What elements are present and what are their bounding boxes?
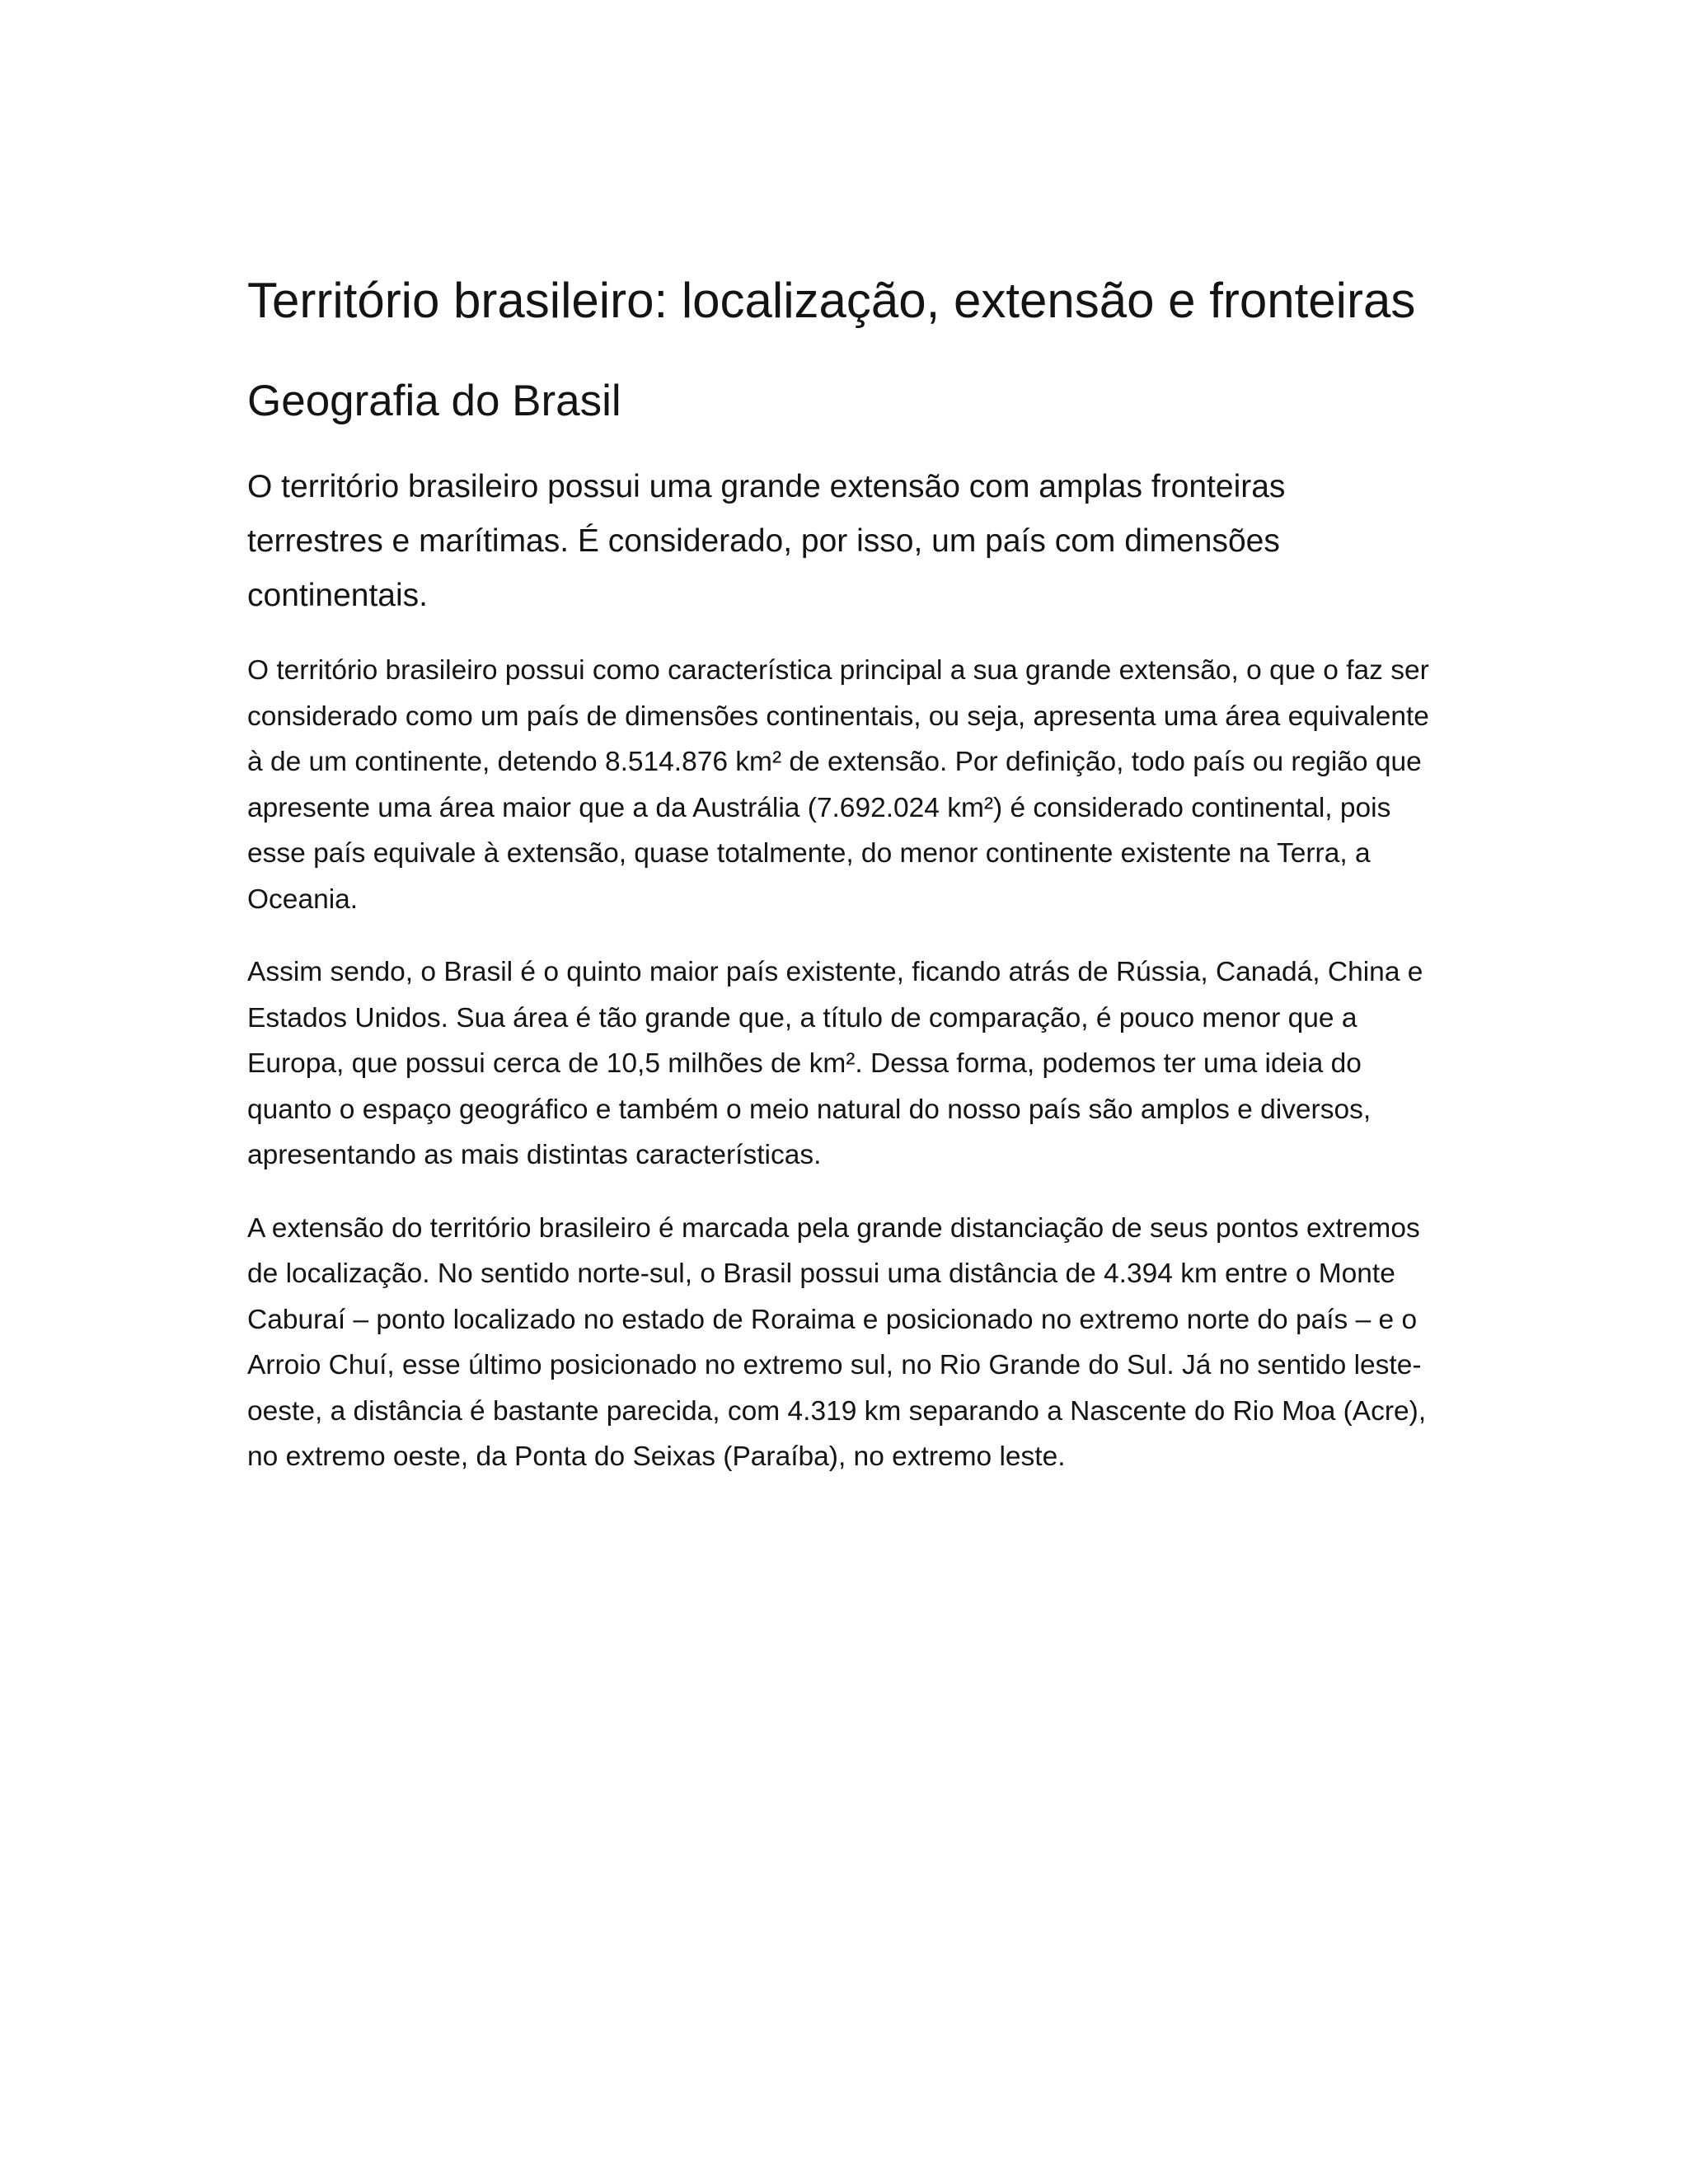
body-paragraph-3: A extensão do território brasileiro é marcada pela grande distanciação de seus pontos extremos de localização. No sentido norte-sul, o Brasil possui uma distância de 4.394 km entre o Monte Caburaí – ponto localizado no estado de Roraima e posicionado no extremo norte do país – e o Arroio Chuí, esse último posicionado no extremo sul, no Rio Grande do Sul. Já no sentido leste-oeste, a distância é bastante parecida, com 4.319 km separando a Nascente do Rio Moa (Acre), no extremo oeste, da Ponta do Seixas (Paraíba), no extremo leste.: [247, 1212, 1427, 1472]
page-title: Território brasileiro: localização, extensão e fronteiras: [247, 273, 1416, 328]
body-paragraph-1: O território brasileiro possui como característica principal a sua grande extensão, o que o faz ser considerado como um país de dimensões continentais, ou seja, apresenta uma área equivalente à de um continente, detendo 8.514.876 km² de extensão. Por definição, todo país ou região que apresente uma área maior que a da Austrália (7.692.024 km²) é considerado continental, pois esse país equivale à extensão, quase totalmente, do menor continente existente na Terra, a Oceania.: [247, 655, 1429, 915]
document-body: [247, 262, 1434, 1480]
page-subtitle: Geografia do Brasil: [247, 377, 621, 425]
body-paragraph-2: Assim sendo, o Brasil é o quinto maior país existente, ficando atrás de Rússia, Canadá, China e Estados Unidos. Sua área é tão grande que, a título de comparação, é pouco menor que a Europa, que possui cerca de 10,5 milhões de km². Dessa forma, podemos ter uma ideia do quanto o espaço geográfico e também o meio natural do nosso país são amplos e diversos, apresentando as mais distintas características.: [247, 957, 1423, 1170]
lead-paragraph: O território brasileiro possui uma grande extensão com amplas fronteiras terrestres e marítimas. É considerado, por isso, um país com dimensões continentais.: [247, 469, 1286, 613]
